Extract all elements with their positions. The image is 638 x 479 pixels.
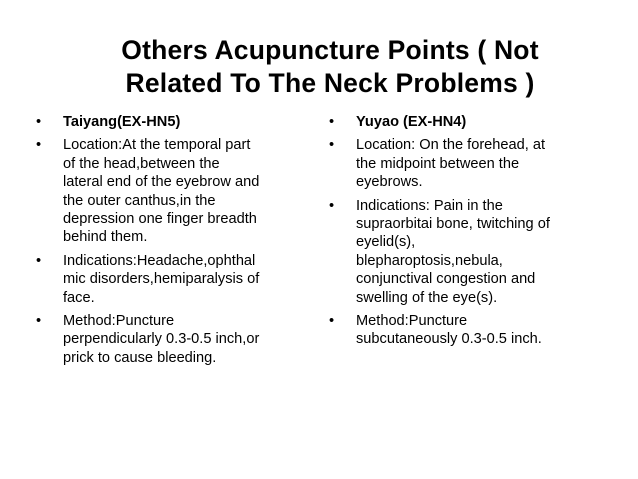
text-line: of the head,between the <box>63 155 220 172</box>
bullet-icon: • <box>36 137 42 154</box>
text-line: supraorbitai bone, twitching of <box>356 216 550 233</box>
point-name: Taiyang(EX-HN5) <box>63 114 181 130</box>
text-line: conjunctival congestion and <box>356 271 536 288</box>
bullet-item-yuyao-location <box>329 136 614 191</box>
point-name: Yuyao (EX-HN4) <box>356 114 467 130</box>
bullet-item-yuyao-indications <box>329 197 614 307</box>
slide-title-line-2: Related To The Neck Problems ) <box>125 68 535 98</box>
text-line: the midpoint between the <box>356 155 520 172</box>
bullet-icon: • <box>36 114 42 130</box>
bullet-item-taiyang-method <box>36 312 310 367</box>
text-line: perpendicularly 0.3-0.5 inch,or <box>63 331 260 348</box>
text-line: blepharoptosis,nebula, <box>356 252 503 269</box>
bullet-item-taiyang-name <box>36 113 310 131</box>
text-line: Location: On the forehead, at <box>356 137 546 154</box>
bullet-icon: • <box>329 197 335 214</box>
bullet-item-taiyang-location <box>36 136 310 246</box>
bullet-item-taiyang-indications <box>36 252 310 307</box>
bullet-item-yuyao-method <box>329 312 614 349</box>
bullet-item-yuyao-name <box>329 113 614 131</box>
right-column <box>329 113 614 354</box>
text-line: prick to cause bleeding. <box>63 349 217 366</box>
text-line: mic disorders,hemiparalysis of <box>63 271 260 288</box>
left-column <box>36 113 310 372</box>
slide-title-line-1: Others Acupuncture Points ( Not <box>121 35 539 65</box>
bullet-icon: • <box>36 313 42 330</box>
bullet-icon: • <box>36 252 42 269</box>
text-line: Indications:Headache,ophthal <box>63 252 256 269</box>
text-line: face. <box>63 289 95 306</box>
bullet-icon: • <box>329 137 335 154</box>
bullet-icon: • <box>329 114 335 130</box>
text-line: depression one finger breadth <box>63 211 257 228</box>
text-line: Location:At the temporal part <box>63 137 251 154</box>
text-line: Indications: Pain in the <box>356 197 503 214</box>
text-line: lateral end of the eyebrow and <box>63 174 260 191</box>
text-line: the outer canthus,in the <box>63 192 216 209</box>
text-line: eyelid(s), <box>356 234 416 251</box>
text-line: eyebrows. <box>356 174 423 191</box>
text-line: swelling of the eye(s). <box>356 289 498 306</box>
bullet-icon: • <box>329 313 335 330</box>
text-line: subcutaneously 0.3-0.5 inch. <box>356 331 542 348</box>
text-line: Method:Puncture <box>63 313 175 330</box>
text-line: Method:Puncture <box>356 313 468 330</box>
slide-title <box>60 34 600 100</box>
text-line: behind them. <box>63 229 148 246</box>
